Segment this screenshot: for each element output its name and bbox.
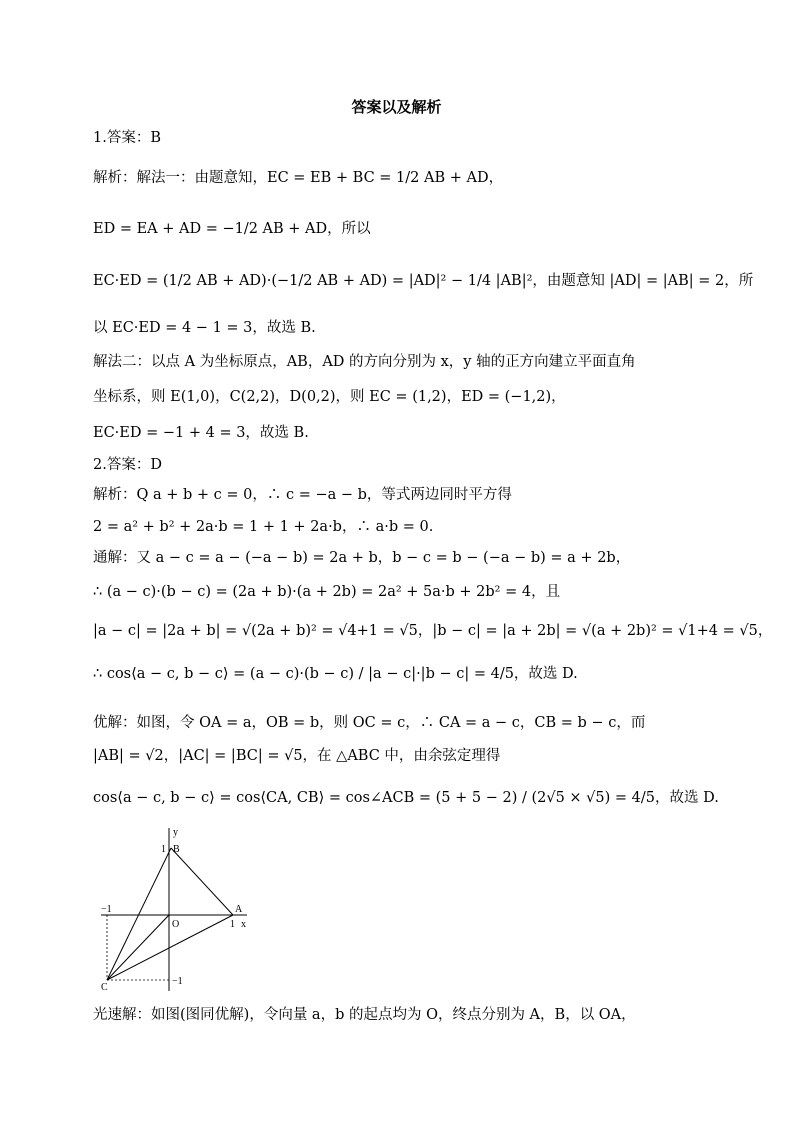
text-line: 光速解：如图(图同优解)，令向量 a，b 的起点均为 O，终点分别为 A，B，以 OA，: [93, 1007, 636, 1023]
text-line: 以 EC·ED = 4 − 1 = 3，故选 B.: [93, 320, 316, 336]
tick-label: −1: [172, 976, 183, 987]
answer-1-heading: 1.答案：B: [93, 130, 161, 146]
axis-label-x: x: [241, 919, 246, 930]
tick-label: 1: [161, 844, 166, 855]
point-label-O: O: [172, 919, 180, 930]
text-line: |AB| = √2，|AC| = |BC| = √5，在 △ABC 中，由余弦定理得: [93, 748, 501, 764]
segment-CO: [107, 915, 169, 980]
text-line: cos⟨a − c, b − c⟩ = cos⟨CA, CB⟩ = cos∠ACB = (5 + 5 − 2) / (2√5 × √5) = 4/5，故选 D.: [93, 790, 719, 806]
text-line: ED = EA + AD = −1/2 AB + AD，所以: [93, 221, 371, 237]
point-label-B: B: [173, 844, 180, 855]
tick-label: −1: [101, 904, 112, 915]
triangle-figure: [93, 826, 263, 994]
text-line: |a − c| = |2a + b| = √(2a + b)² = √4+1 = √5，|b − c| = |a + 2b| = √(a + 2b)² = √1+4 = √5，: [93, 623, 773, 639]
tick-label: 1: [230, 919, 235, 930]
segment-CA: [107, 915, 233, 980]
text-line: 解析：解法一：由题意知，EC = EB + BC = 1/2 AB + AD，: [93, 170, 504, 186]
segment-CB: [107, 848, 171, 980]
point-label-A: A: [235, 904, 243, 915]
point-label-C: C: [101, 982, 108, 993]
answer-2-heading: 2.答案：D: [93, 457, 162, 473]
text-line: ∴ (a − c)·(b − c) = (2a + b)·(a + 2b) = 2a² + 5a·b + 2b² = 4，且: [93, 584, 561, 600]
text-line: 解析：Q a + b + c = 0，∴ c = −a − b，等式两边同时平方得: [93, 487, 512, 503]
text-line: ∴ cos⟨a − c, b − c⟩ = (a − c)·(b − c) / |a − c|·|b − c| = 4/5，故选 D.: [93, 666, 578, 682]
page-title: 答案以及解析: [351, 98, 442, 116]
axis-label-y: y: [173, 827, 178, 838]
text-line: 2 = a² + b² + 2a·b = 1 + 1 + 2a·b，∴ a·b = 0.: [93, 519, 434, 535]
text-line: 解法二：以点 A 为坐标原点，AB，AD 的方向分别为 x，y 轴的正方向建立平面直角: [93, 354, 636, 370]
text-line: EC·ED = −1 + 4 = 3，故选 B.: [93, 425, 309, 441]
text-line: EC·ED = (1/2 AB + AD)·(−1/2 AB + AD) = |AD|² − 1/4 |AB|²，由题意知 |AD| = |AB| = 2，所: [93, 273, 754, 289]
segment-BA: [171, 848, 233, 915]
text-line: 优解：如图，令 OA = a，OB = b，则 OC = c，∴ CA = a − c，CB = b − c，而: [93, 715, 646, 731]
text-line: 坐标系，则 E(1,0)，C(2,2)，D(0,2)，则 EC = (1,2)，ED = (−1,2)，: [93, 389, 566, 405]
text-line: 通解：又 a − c = a − (−a − b) = 2a + b，b − c = b − (−a − b) = a + 2b，: [93, 550, 631, 566]
